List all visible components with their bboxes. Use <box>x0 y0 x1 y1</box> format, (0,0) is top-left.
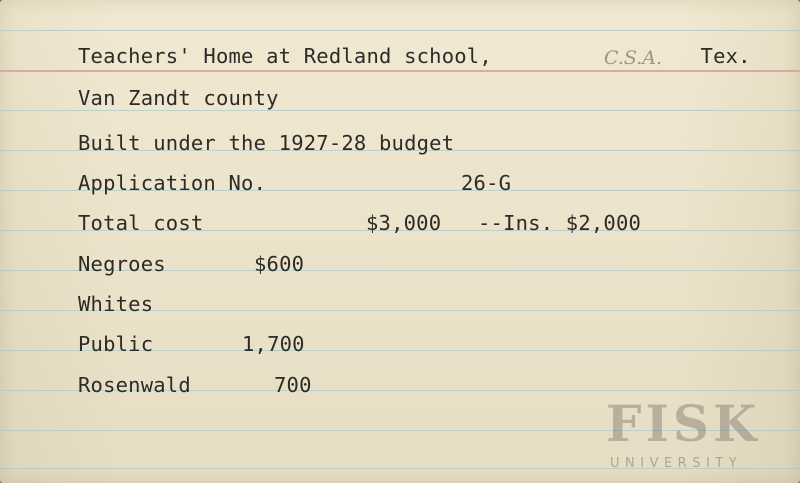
rosenwald-label: Rosenwald <box>78 373 191 397</box>
negroes-value: $600 <box>254 252 305 276</box>
whites-label: Whites <box>78 292 154 316</box>
margin-line <box>0 70 800 72</box>
ruled-line <box>0 30 800 31</box>
public-label: Public <box>78 332 154 356</box>
total-cost-value: $3,000 <box>366 211 442 235</box>
application-number: 26-G <box>461 171 512 195</box>
university-watermark: UNIVERSITY <box>610 456 743 471</box>
negroes-label: Negroes <box>78 252 166 276</box>
title-line: Teachers' Home at Redland school, <box>78 44 492 68</box>
budget-line: Built under the 1927-28 budget <box>78 131 455 155</box>
county-line: Van Zandt county <box>78 86 279 110</box>
insurance-value: --Ins. $2,000 <box>478 211 642 235</box>
ruled-line <box>0 110 800 111</box>
application-label: Application No. <box>78 171 267 195</box>
public-value: 1,700 <box>242 332 305 356</box>
fisk-watermark: FISK <box>606 394 761 453</box>
handwritten-annotation: C.S.A. <box>604 47 663 69</box>
rosenwald-value: 700 <box>274 373 312 397</box>
total-cost-label: Total cost <box>78 211 204 235</box>
title-state: Tex. <box>688 44 751 68</box>
